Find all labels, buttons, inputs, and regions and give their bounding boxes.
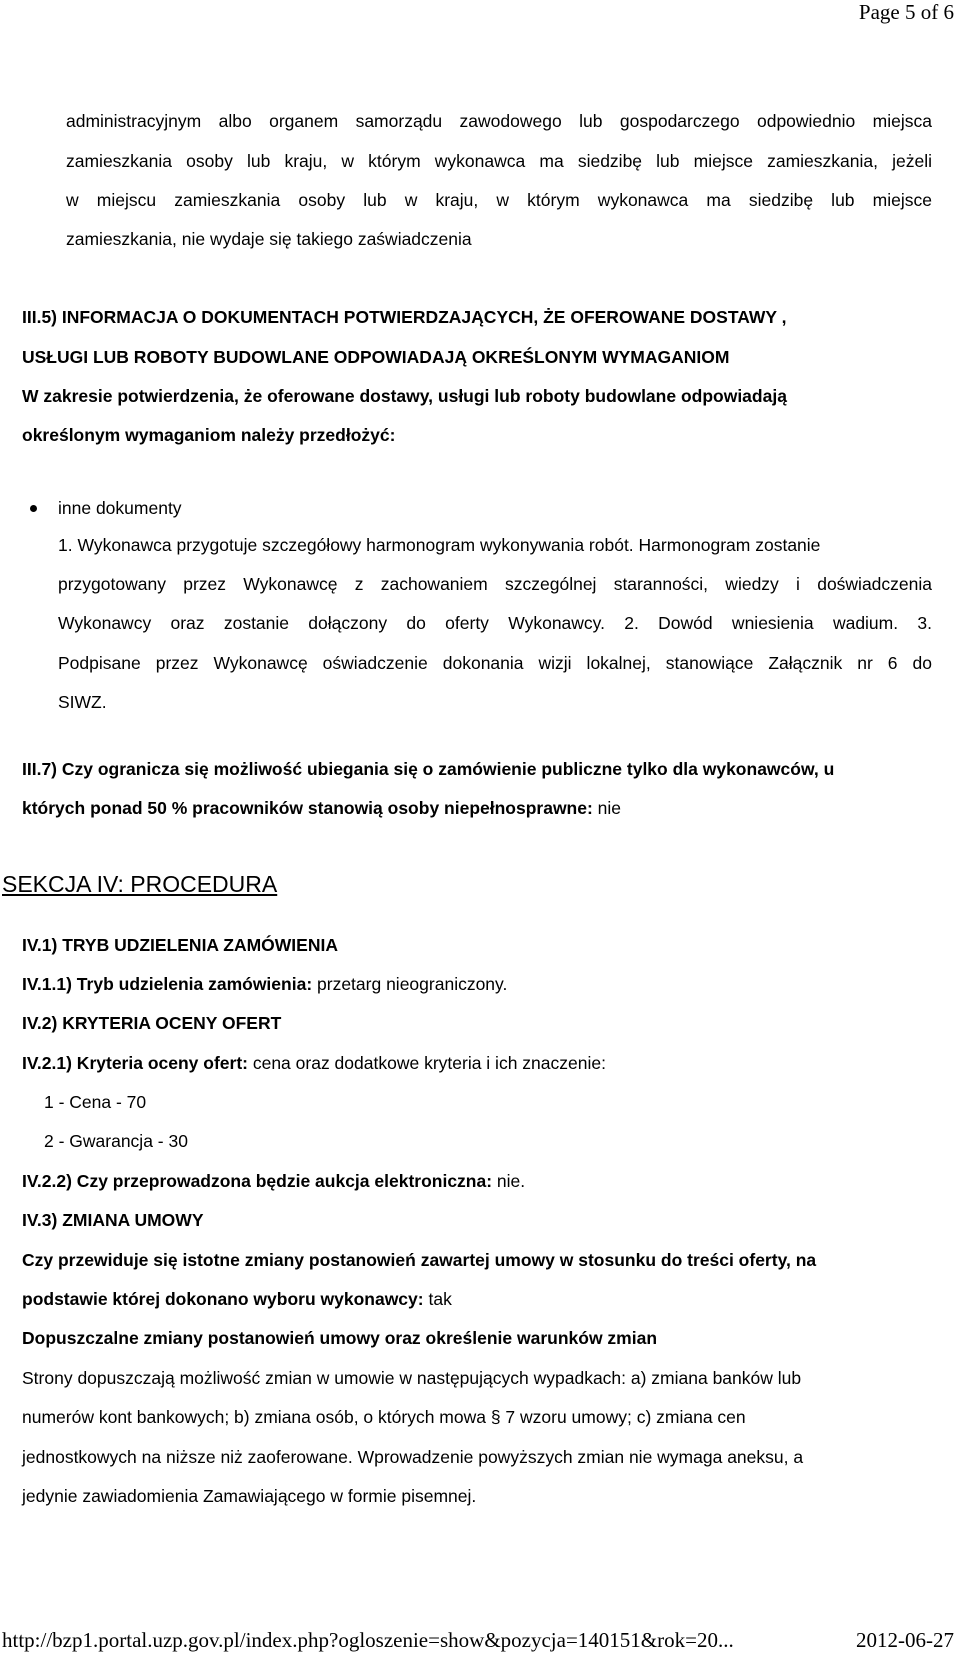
paragraph-line: przygotowany przez Wykonawcę z zachowaniem szczególnej staranności, wiedzy i doświadczenia [58,574,932,594]
requirement-intro-line: określonym wymaganiom należy przedłożyć: [22,425,396,445]
iv22-label: IV.2.2) Czy przeprowadzona będzie aukcja elektroniczna: [22,1171,493,1191]
iii7-answer-line [22,797,621,819]
section-title: SEKCJA IV: PROCEDURA [2,871,278,897]
paragraph-line: Podpisane przez Wykonawcę oświadczenie dokonania wizji lokalnej, stanowiące Załącznik nr 6 do [58,653,932,673]
paragraph-line: jednostkowych na niższe niż zaoferowane. Wprowadzenie powyższych zmian nie wymaga aneksu, a [22,1447,804,1467]
paragraph-line: Wykonawcy oraz zostanie dołączony do oferty Wykonawcy. 2. Dowód wniesienia wadium. 3. [58,613,932,633]
bullet-item: inne dokumenty [58,498,182,518]
page-number: Page 5 of 6 [858,0,954,24]
criterion-item: 2 - Gwarancja - 30 [44,1131,188,1151]
iii7-answer: nie [592,798,622,818]
iv21-label: IV.2.1) Kryteria oceny ofert: [22,1053,248,1073]
section-heading-iii5-cont: USŁUGI LUB ROBOTY BUDOWLANE ODPOWIADAJĄ OKREŚLONYM WYMAGANIOM [22,347,730,367]
iv11-value: przetarg nieograniczony. [312,974,508,994]
heading-iv1: IV.1) TRYB UDZIELENIA ZAMÓWIENIA [22,935,338,955]
paragraph-line: zamieszkania osoby lub kraju, w którym wykonawca ma siedzibę lub miejsce zamieszkania, jeżeli [66,151,932,171]
footer-date: 2012-06-27 [856,1628,954,1652]
amendment-answer-line [22,1288,452,1310]
section-heading-iii5: III.5) INFORMACJA O DOKUMENTACH POTWIERDZAJĄCYCH, ŻE OFEROWANE DOSTAWY , [22,307,787,327]
paragraph-line: administracyjnym albo organem samorządu zawodowego lub gospodarczego odpowiednio miejsca [66,111,932,131]
paragraph-line: zamieszkania, nie wydaje się takiego zaświadczenia [66,229,472,249]
iv11-line [22,973,507,995]
paragraph-line: numerów kont bankowych; b) zmiana osób, o których mowa § 7 wzoru umowy; c) zmiana cen [22,1407,746,1427]
paragraph-line: jedynie zawiadomienia Zamawiającego w formie pisemnej. [22,1486,477,1506]
allowed-changes-title: Dopuszczalne zmiany postanowień umowy oraz określenie warunków zmian [22,1328,658,1348]
criterion-item: 1 - Cena - 70 [44,1092,147,1112]
bullet-icon [30,505,37,512]
amendment-question-line: Czy przewiduje się istotne zmiany postanowień zawartej umowy w stosunku do treści oferty, na [22,1250,817,1270]
amendment-question-cont: podstawie której dokonano wyboru wykonawcy: [22,1289,424,1309]
section-heading-iii7: III.7) Czy ogranicza się możliwość ubiegania się o zamówienie publiczne tylko dla wykonawców, u [22,759,835,779]
heading-iv3: IV.3) ZMIANA UMOWY [22,1210,204,1230]
paragraph-line: SIWZ. [58,692,107,712]
paragraph-line: 1. Wykonawca przygotuje szczegółowy harmonogram wykonywania robót. Harmonogram zostanie [58,535,821,555]
iv22-value: nie. [492,1171,526,1191]
requirement-intro-line: W zakresie potwierdzenia, że oferowane dostawy, usługi lub roboty budowlane odpowiadają [22,386,787,406]
iii7-question: których ponad 50 % pracowników stanowią osoby niepełnosprawne: [22,798,593,818]
iv11-label: IV.1.1) Tryb udzielenia zamówienia: [22,974,313,994]
footer-url: http://bzp1.portal.uzp.gov.pl/index.php?ogloszenie=show&pozycja=140151&rok=20... [2,1628,734,1652]
iv22-line [22,1170,525,1192]
iv21-value: cena oraz dodatkowe kryteria i ich znaczenie: [247,1053,606,1073]
iv21-line [22,1052,606,1074]
paragraph-line: w miejscu zamieszkania osoby lub w kraju, w którym wykonawca ma siedzibę lub miejsce [66,190,932,210]
heading-iv2: IV.2) KRYTERIA OCENY OFERT [22,1013,282,1033]
paragraph-line: Strony dopuszczają możliwość zmian w umowie w następujących wypadkach: a) zmiana banków lub [22,1368,802,1388]
amendment-answer: tak [423,1289,452,1309]
